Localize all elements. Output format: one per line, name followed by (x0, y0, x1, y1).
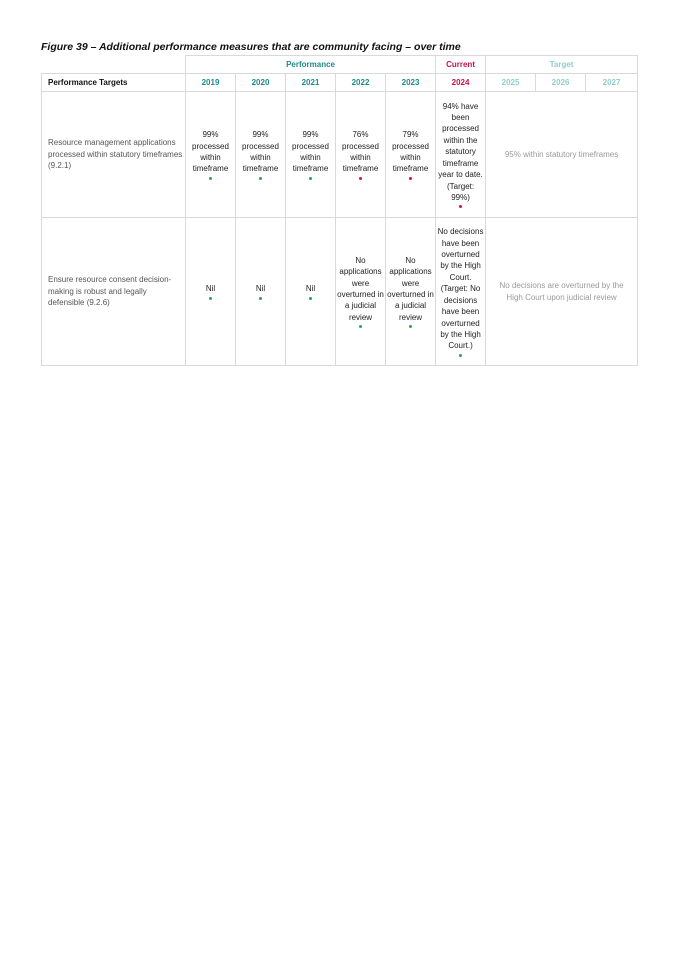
year-2027: 2027 (586, 74, 638, 92)
table-cell (236, 218, 286, 366)
row-label: Ensure resource consent decision-making is robust and legally defensible (9.2.6) (42, 218, 186, 366)
performance-targets-header: Performance Targets (42, 74, 186, 92)
year-2025: 2025 (486, 74, 536, 92)
cell-text: 94% have been processed within the statutory timeframe year to date. (Target: 99%) (438, 101, 483, 202)
cell-text: 99% processed within timeframe (242, 130, 279, 174)
table-row (42, 218, 638, 366)
year-2020: 2020 (236, 74, 286, 92)
year-header-row (42, 74, 638, 92)
status-dot (359, 325, 362, 328)
year-2024: 2024 (436, 74, 486, 92)
status-dot (359, 177, 362, 180)
year-2023: 2023 (386, 74, 436, 92)
performance-table (41, 55, 638, 366)
table-cell (186, 218, 236, 366)
table-cell (286, 218, 336, 366)
status-dot (409, 325, 412, 328)
table-cell (286, 92, 336, 218)
cell-text: 99% processed within timeframe (192, 130, 229, 174)
cell-text: No decisions have been overturned by the High Court. (Target: No decisions have been overturned by the High Court.) (437, 227, 484, 351)
cell-text: Nil (305, 284, 316, 294)
table-cell (386, 218, 436, 366)
group-performance: Performance (186, 56, 436, 74)
status-dot (459, 354, 462, 357)
cell-text: 79% processed within timeframe (392, 130, 429, 174)
status-dot (209, 177, 212, 180)
table-cell (236, 92, 286, 218)
cell-text: Nil (255, 284, 266, 294)
cell-text: Nil (205, 284, 216, 294)
status-dot (209, 297, 212, 300)
table-row (42, 92, 638, 218)
figure-title: Figure 39 – Additional performance measures that are community facing – over time (41, 41, 461, 53)
target-cell: 95% within statutory timeframes (486, 92, 638, 218)
cell-text: No applications were overturned in a judicial review (337, 255, 384, 322)
status-dot (309, 177, 312, 180)
status-dot (409, 177, 412, 180)
table-cell-current (436, 218, 486, 366)
year-2019: 2019 (186, 74, 236, 92)
group-header-row (42, 56, 638, 74)
cell-text: 99% processed within timeframe (292, 130, 329, 174)
group-current: Current (436, 56, 486, 74)
cell-text: No applications were overturned in a judicial review (387, 255, 434, 322)
status-dot (259, 297, 262, 300)
table-cell (386, 92, 436, 218)
header-corner (42, 56, 186, 74)
table-cell (186, 92, 236, 218)
table-cell-current (436, 92, 486, 218)
row-label: Resource management applications processed within statutory timeframes (9.2.1) (42, 92, 186, 218)
year-2026: 2026 (536, 74, 586, 92)
status-dot (459, 205, 462, 208)
table-cell (336, 92, 386, 218)
year-2021: 2021 (286, 74, 336, 92)
target-cell: No decisions are overturned by the High Court upon judicial review (486, 218, 638, 366)
status-dot (259, 177, 262, 180)
year-2022: 2022 (336, 74, 386, 92)
cell-text: 76% processed within timeframe (342, 130, 379, 174)
group-target: Target (486, 56, 638, 74)
table-cell (336, 218, 386, 366)
status-dot (309, 297, 312, 300)
